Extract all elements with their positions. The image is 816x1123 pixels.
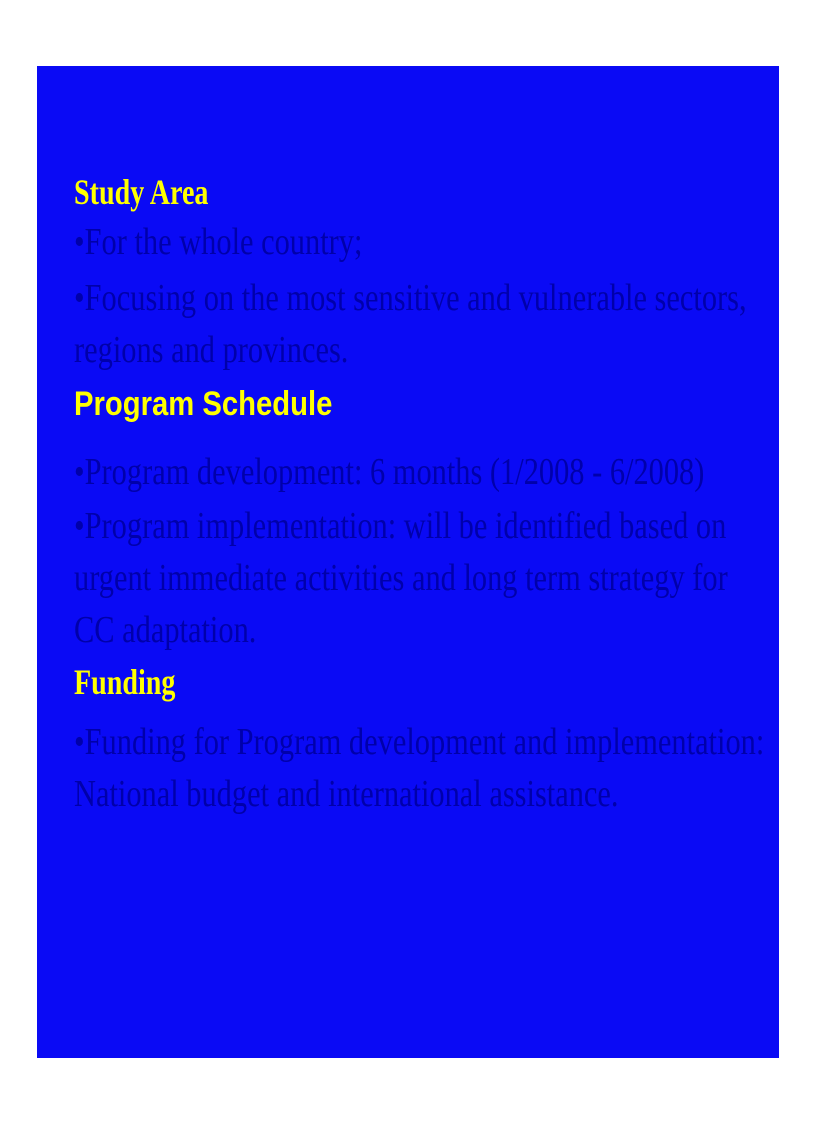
heading-study-area: Study Area — [74, 172, 209, 212]
bullet-funding-sources: •Funding for Program development and implementation: National budget and international assistance. — [74, 721, 765, 815]
heading-funding: Funding — [74, 662, 176, 702]
bullet-whole-country: •For the whole country; — [74, 221, 363, 263]
slide — [37, 66, 779, 1058]
heading-program-schedule: Program Schedule — [74, 385, 333, 423]
bullet-program-implementation: •Program implementation: will be identified based on urgent immediate activities and long term strategy for CC adaptation. — [74, 505, 728, 651]
bullet-sensitive-sectors: •Focusing on the most sensitive and vulnerable sectors, regions and provinces. — [74, 277, 747, 371]
slide-content — [74, 168, 774, 820]
bullet-program-development: •Program development: 6 months (1/2008 - 6/2008) — [74, 451, 705, 493]
